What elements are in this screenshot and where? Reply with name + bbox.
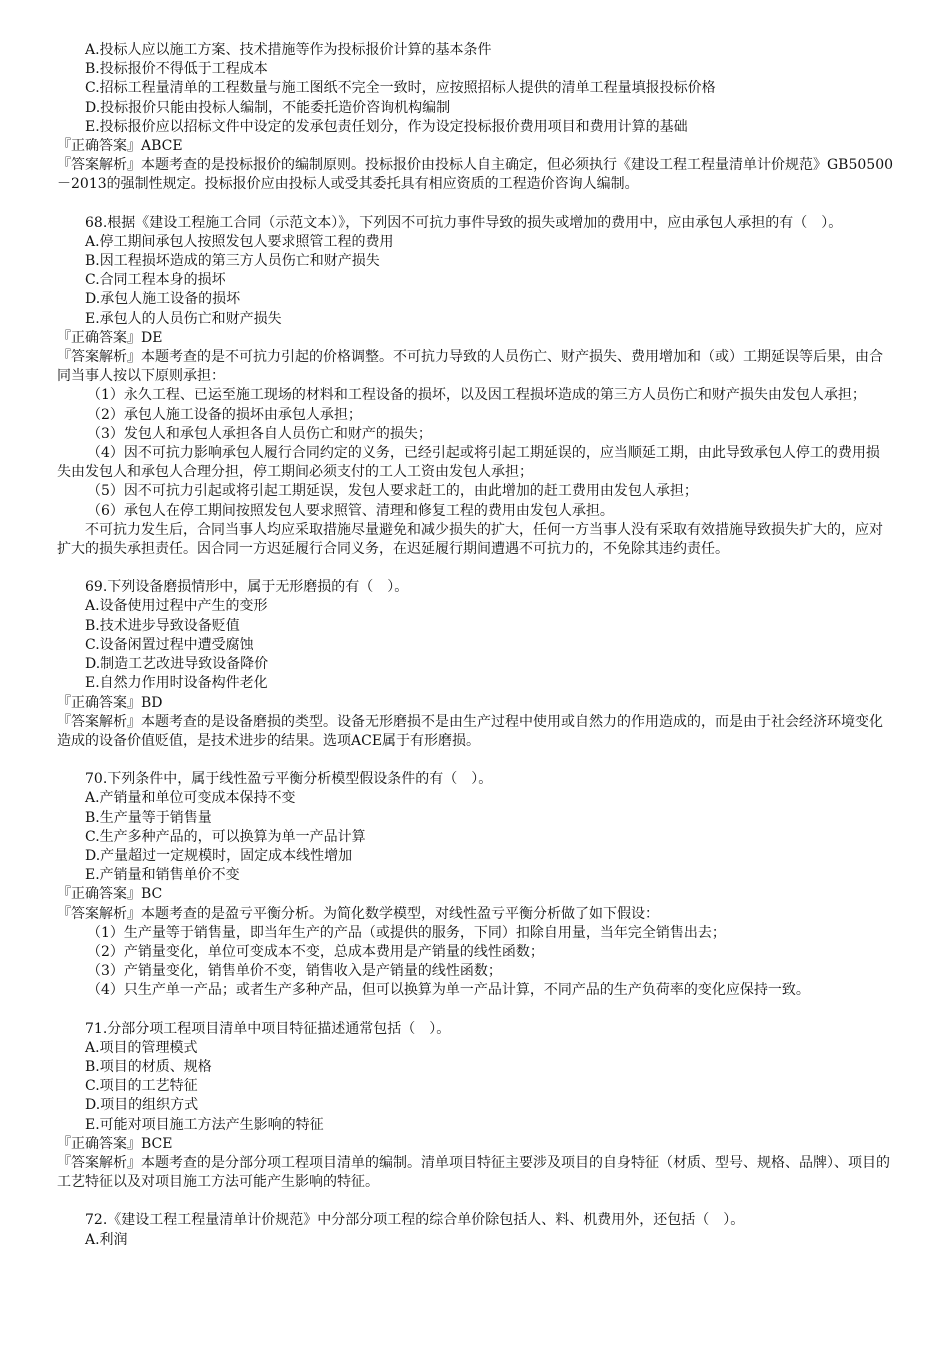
- analysis-point-4: （4）只生产单一产品；或者生产多种产品，但可以换算为单一产品计算，不同产品的生产负荷率的变化应保持一致。: [87, 982, 810, 999]
- answer-analysis: 『答案解析』本题考查的是不可抗力引起的价格调整。不可抗力导致的人员伤亡、财产损失、费用增加和（或）工期延误等后果，由合同当事人按以下原则承担：: [57, 349, 883, 385]
- option-d: D.承包人施工设备的损坏: [85, 291, 241, 308]
- option-a: A.设备使用过程中产生的变形: [85, 598, 268, 615]
- correct-answer: 『正确答案』BC: [57, 886, 163, 903]
- option-e: E.承包人的人员伤亡和财产损失: [85, 310, 282, 327]
- analysis-closing: 不可抗力发生后，合同当事人均应采取措施尽量避免和减少损失的扩大，任何一方当事人没有采取有效措施导致损失扩大的，应对扩大的损失承担责任。因合同一方迟延履行合同义务，在迟延履行期间遭遇不可抗力的，不免除其违约责任。: [57, 521, 883, 558]
- spacer: [57, 751, 893, 770]
- option-d: D.项目的组织方式: [85, 1097, 199, 1114]
- spacer: [57, 559, 893, 578]
- correct-answer: 『正确答案』ABCE: [57, 138, 183, 155]
- option-e: E.可能对项目施工方法产生影响的特征: [85, 1116, 324, 1133]
- option-a: A.项目的管理模式: [85, 1039, 198, 1056]
- question-stem: 69.下列设备磨损情形中，属于无形磨损的有（ ）。: [85, 579, 409, 596]
- correct-answer: 『正确答案』DE: [57, 329, 163, 346]
- answer-analysis: 『答案解析』本题考查的是投标报价的编制原则。投标报价由投标人自主确定，但必须执行《建设工程工程量清单计价规范》GB50500－2013的强制性规定。投标报价应由投标人或受其委托具有相应资质的工程造价咨询人编制。: [57, 157, 894, 193]
- answer-analysis: 『答案解析』本题考查的是盈亏平衡分析。为简化数学模型，对线性盈亏平衡分析做了如下假设：: [57, 905, 659, 922]
- analysis-point-1: （1）永久工程、已运至施工现场的材料和工程设备的损坏，以及因工程损坏造成的第三方人员伤亡和财产损失由发包人承担；: [87, 387, 866, 404]
- option-e: E.产销量和销售单价不变: [85, 867, 240, 884]
- option-c: C.项目的工艺特征: [85, 1078, 198, 1095]
- question-69: [57, 578, 893, 751]
- option-c: C.设备闲置过程中遭受腐蚀: [85, 636, 254, 653]
- option-b: B.投标报价不得低于工程成本: [85, 61, 268, 78]
- analysis-point-4: （4）因不可抗力影响承包人履行合同约定的义务，已经引起或将引起工期延误的，应当顺延工期，由此导致承包人停工的费用损失由发包人和承包人合理分担，停工期间必须支付的工人工资由发包人承担；: [57, 445, 880, 481]
- question-71: [57, 1020, 893, 1193]
- option-d: D.制造工艺改进导致设备降价: [85, 656, 269, 673]
- option-b: B.生产量等于销售量: [85, 809, 212, 826]
- analysis-point-3: （3）产销量变化，销售单价不变，销售收入是产销量的线性函数；: [87, 963, 502, 980]
- question-72: [57, 1211, 893, 1249]
- option-b: B.因工程损坏造成的第三方人员伤亡和财产损失: [85, 253, 380, 270]
- question-67: [57, 41, 893, 195]
- option-d: D.投标报价只能由投标人编制，不能委托造价咨询机构编制: [85, 99, 451, 116]
- option-a: A.产销量和单位可变成本保持不变: [85, 790, 296, 807]
- correct-answer: 『正确答案』BD: [57, 694, 163, 711]
- spacer: [57, 1192, 893, 1211]
- analysis-point-2: （2）承包人施工设备的损坏由承包人承担；: [87, 406, 362, 423]
- question-70: [57, 770, 893, 1000]
- spacer: [57, 195, 893, 214]
- question-stem: 70.下列条件中，属于线性盈亏平衡分析模型假设条件的有（ ）。: [85, 771, 493, 788]
- analysis-point-5: （5）因不可抗力引起或将引起工期延误，发包人要求赶工的，由此增加的赶工费用由发包人承担；: [87, 483, 698, 500]
- option-d: D.产量超过一定规模时，固定成本线性增加: [85, 847, 353, 864]
- option-a: A.投标人应以施工方案、技术措施等作为投标报价计算的基本条件: [85, 42, 492, 58]
- analysis-point-1: （1）生产量等于销售量，即当年生产的产品（或提供的服务，下同）扣除自用量，当年完全销售出去；: [87, 924, 726, 941]
- option-c: C.合同工程本身的损坏: [85, 272, 226, 289]
- option-c: C.生产多种产品的，可以换算为单一产品计算: [85, 828, 366, 845]
- document-page: [57, 41, 893, 1250]
- option-a: A.停工期间承包人按照发包人要求照管工程的费用: [85, 233, 394, 250]
- analysis-point-3: （3）发包人和承包人承担各自人员伤亡和财产的损失；: [87, 425, 432, 442]
- option-b: B.项目的材质、规格: [85, 1058, 212, 1075]
- option-a: A.利润: [85, 1231, 128, 1248]
- correct-answer: 『正确答案』BCE: [57, 1135, 173, 1152]
- option-c: C.招标工程量清单的工程数量与施工图纸不完全一致时，应按照招标人提供的清单工程量填报投标价格: [85, 80, 716, 97]
- analysis-point-6: （6）承包人在停工期间按照发包人要求照管、清理和修复工程的费用由发包人承担。: [87, 502, 614, 519]
- question-stem: 68.根据《建设工程施工合同（示范文本）》，下列因不可抗力事件导致的损失或增加的费用中，应由承包人承担的有（ ）。: [85, 214, 843, 231]
- question-stem: 72.《建设工程工程量清单计价规范》中分部分项工程的综合单价除包括人、料、机费用外，还包括（ ）。: [85, 1212, 745, 1229]
- question-stem: 71.分部分项工程项目清单中项目特征描述通常包括（ ）。: [85, 1020, 451, 1037]
- analysis-point-2: （2）产销量变化，单位可变成本不变，总成本费用是产销量的线性函数；: [87, 943, 544, 960]
- question-68: [57, 214, 893, 560]
- option-e: E.自然力作用时设备构件老化: [85, 675, 268, 692]
- spacer: [57, 1001, 893, 1020]
- answer-analysis: 『答案解析』本题考查的是设备磨损的类型。设备无形磨损不是由生产过程中使用或自然力的作用造成的，而是由于社会经济环境变化造成的设备价值贬值，是技术进步的结果。选项ACE属于有形磨损。: [57, 713, 883, 749]
- option-b: B.技术进步导致设备贬值: [85, 617, 240, 634]
- option-e: E.投标报价应以招标文件中设定的发承包责任划分，作为设定投标报价费用项目和费用计算的基础: [85, 118, 688, 135]
- answer-analysis: 『答案解析』本题考查的是分部分项工程项目清单的编制。清单项目特征主要涉及项目的自身特征（材质、型号、规格、品牌）、项目的工艺特征以及对项目施工方法可能产生影响的特征。: [57, 1154, 890, 1191]
